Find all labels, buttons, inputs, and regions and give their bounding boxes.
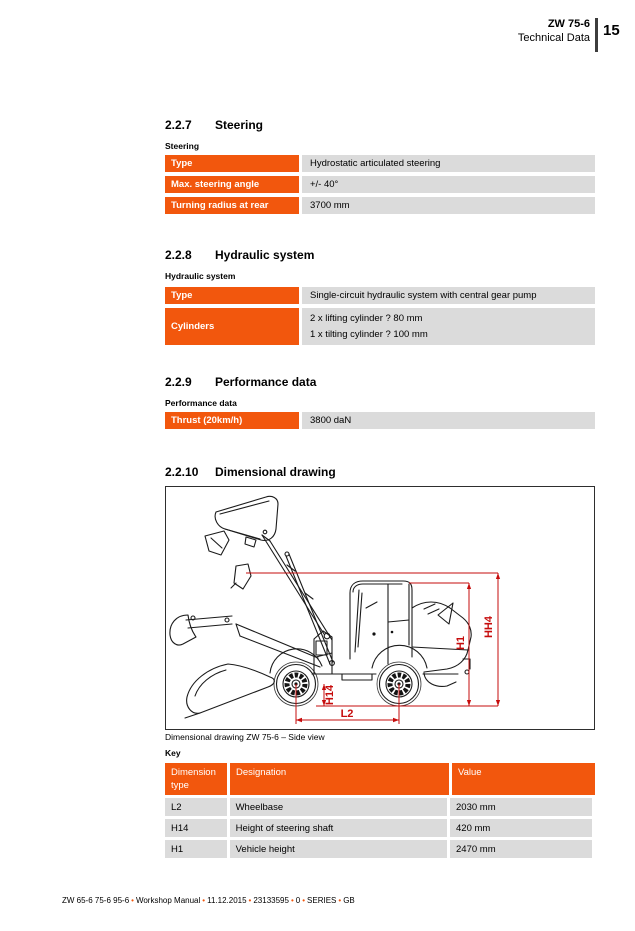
table-row (165, 197, 595, 214)
dim-label-l2: L2 (340, 708, 354, 720)
table-row (165, 308, 595, 345)
dimensional-drawing-box (165, 486, 595, 730)
row-label: Thrust (20km/h) (165, 412, 299, 429)
row-label: Type (165, 155, 299, 172)
dim-label-h4: HH4 (483, 615, 495, 639)
hydraulic-table (165, 287, 595, 349)
section-number: 2.2.8 (165, 248, 192, 262)
footer-part: GB (343, 896, 355, 905)
key-header-designation: Designation (230, 763, 449, 795)
loader-body (170, 496, 471, 718)
row-value-line: 1 x tilting cylinder ? 100 mm (310, 328, 428, 340)
key-row (165, 840, 595, 858)
key-cell-dimension: H14 (165, 819, 227, 837)
section-title: Dimensional drawing (215, 465, 336, 479)
table-row (165, 176, 595, 193)
page-header (518, 17, 590, 45)
row-value: Hydrostatic articulated steering (302, 155, 595, 172)
table-row (165, 412, 595, 429)
key-header-dimension-type: Dimension type (165, 763, 227, 795)
row-value (302, 308, 595, 345)
row-label: Max. steering angle (165, 176, 299, 193)
footer-part: ZW 65-6 75-6 95-6 (62, 896, 130, 905)
key-cell-value: 2470 mm (450, 840, 592, 858)
footer-part: SERIES (307, 896, 337, 905)
dimension-lines (246, 573, 500, 724)
footer-part: 23133595 (253, 896, 289, 905)
footer-separator: • (338, 896, 342, 905)
section-heading-dimensional (165, 465, 336, 479)
section-title: Steering (215, 118, 264, 132)
table-title-steering: Steering (165, 141, 200, 151)
header-model: ZW 75-6 (547, 18, 590, 30)
key-cell-value: 2030 mm (450, 798, 592, 816)
row-value: 3800 daN (302, 412, 595, 429)
section-heading-steering (165, 118, 263, 132)
key-row (165, 819, 595, 837)
key-header-value: Value (452, 763, 595, 795)
row-value: Single-circuit hydraulic system with central gear pump (302, 287, 595, 304)
footer-part: 0 (295, 896, 301, 905)
key-cell-dimension: L2 (165, 798, 227, 816)
steering-table (165, 155, 595, 218)
loader-illustration (166, 487, 593, 728)
footer-separator: • (302, 896, 306, 905)
key-cell-value: 420 mm (450, 819, 592, 837)
key-cell-designation: Vehicle height (230, 840, 447, 858)
footer-separator: • (290, 896, 294, 905)
footer-part: Workshop Manual (135, 896, 201, 905)
drawing-caption: Dimensional drawing ZW 75-6 – Side view (165, 732, 325, 742)
key-header-row (165, 763, 595, 795)
section-number: 2.2.9 (165, 375, 192, 389)
row-value: +/- 40° (302, 176, 595, 193)
section-number: 2.2.10 (165, 465, 199, 479)
key-cell-dimension: H1 (165, 840, 227, 858)
dim-label-h1: H1 (455, 635, 467, 651)
table-title-hydraulic: Hydraulic system (165, 271, 236, 281)
footer-separator: • (248, 896, 252, 905)
dim-label-h14: H14 (324, 684, 336, 706)
performance-table (165, 412, 595, 433)
row-value-line: 2 x lifting cylinder ? 80 mm (310, 312, 423, 324)
footer-separator: • (131, 896, 134, 905)
key-title: Key (165, 748, 181, 758)
footer-separator: • (202, 896, 206, 905)
table-row (165, 155, 595, 172)
section-heading-hydraulic (165, 248, 314, 262)
row-label: Turning radius at rear (165, 197, 299, 214)
page-footer (62, 896, 355, 905)
key-table (165, 763, 595, 858)
footer-part: 11.12.2015 (207, 896, 247, 905)
section-title: Performance data (215, 375, 317, 389)
table-row (165, 287, 595, 304)
section-title: Hydraulic system (215, 248, 315, 262)
header-divider-bar (595, 18, 598, 52)
header-section-title: Technical Data (517, 32, 590, 44)
row-label: Type (165, 287, 299, 304)
section-heading-performance (165, 375, 316, 389)
key-cell-designation: Height of steering shaft (230, 819, 447, 837)
table-title-performance: Performance data (165, 398, 237, 408)
header-page-number: 15 (603, 22, 620, 39)
row-label: Cylinders (165, 308, 299, 345)
section-number: 2.2.7 (165, 118, 192, 132)
key-cell-designation: Wheelbase (230, 798, 447, 816)
key-row (165, 798, 595, 816)
row-value: 3700 mm (302, 197, 595, 214)
